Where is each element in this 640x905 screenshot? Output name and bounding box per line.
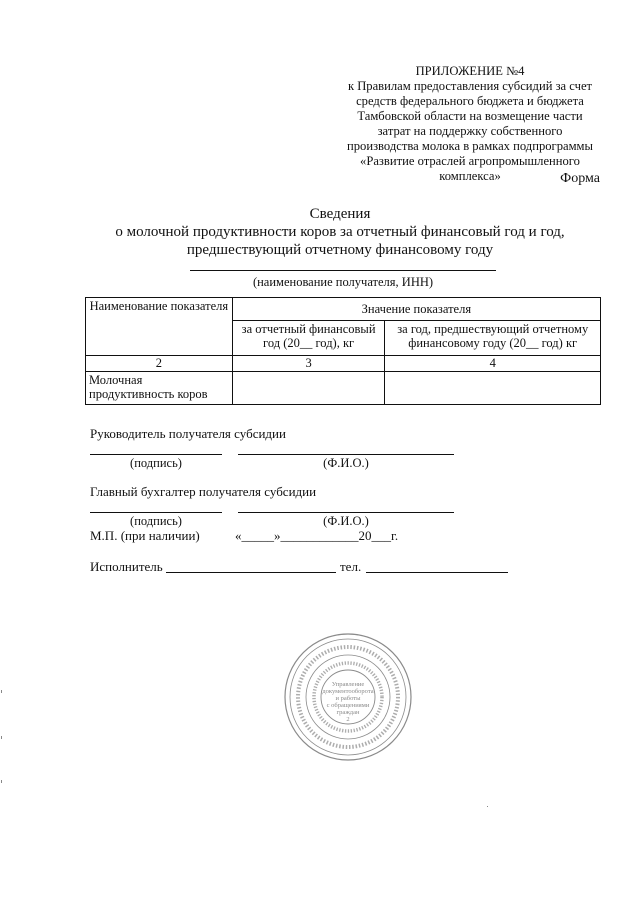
scan-speck	[487, 806, 488, 807]
accountant-signature-line[interactable]	[90, 512, 222, 513]
appendix-line: комплекса»	[439, 169, 501, 183]
recipient-caption: (наименование получателя, ИНН)	[252, 275, 434, 289]
executor-label: Исполнитель	[90, 559, 163, 574]
head-fio-line[interactable]	[238, 454, 454, 455]
appendix-header	[320, 64, 620, 184]
head-sign-caption: (подпись)	[130, 456, 182, 470]
document-subtitle-line1: о молочной продуктивности коров за отчетный финансовый год и год,	[115, 224, 565, 240]
head-signature-line[interactable]	[90, 454, 222, 455]
appendix-line: к Правилам предоставления субсидий за счет	[347, 79, 593, 93]
stamp-text: 2	[346, 716, 350, 723]
productivity-table	[85, 297, 601, 405]
stamp-text: документооборота	[322, 688, 374, 695]
stamp-text: и работы	[335, 695, 361, 702]
official-stamp	[283, 632, 413, 762]
form-label: Форма	[560, 171, 600, 186]
seal-label: М.П. (при наличии)	[90, 528, 200, 543]
scan-speck	[1, 780, 2, 783]
stamp-text: граждан	[336, 709, 360, 716]
accountant-fio-caption: (Ф.И.О.)	[323, 514, 369, 528]
stamp-text: с обращениями	[326, 702, 370, 709]
header-reporting-year: за отчетный финансовый год (20__ год), кг	[232, 321, 385, 356]
accountant-label: Главный бухгалтер получателя субсидии	[90, 484, 317, 499]
column-number: 2	[86, 356, 233, 372]
value-reporting-year[interactable]	[232, 372, 385, 405]
appendix-title: ПРИЛОЖЕНИЕ №4	[415, 64, 525, 78]
header-indicator-name: Наименование показателя	[86, 298, 233, 356]
document-subtitle-line2: предшествующий отчетному финансовому году	[186, 242, 494, 258]
header-previous-year: за год, предшествующий отчетному финансовому году (20__ год) кг	[385, 321, 601, 356]
scan-speck	[1, 690, 2, 693]
date-line[interactable]: «_____»____________20___г.	[235, 528, 399, 543]
accountant-fio-line[interactable]	[238, 512, 454, 513]
scan-speck	[1, 736, 2, 739]
phone-label: тел.	[340, 559, 362, 574]
column-number: 3	[232, 356, 385, 372]
header-indicator-value: Значение показателя	[232, 298, 600, 321]
accountant-sign-caption: (подпись)	[130, 514, 182, 528]
phone-line[interactable]	[366, 572, 508, 573]
appendix-line: средств федерального бюджета и бюджета	[356, 94, 584, 108]
appendix-line: производства молока в рамках подпрограммы	[347, 139, 593, 153]
column-number: 4	[385, 356, 601, 372]
stamp-text: Управление	[331, 681, 365, 688]
head-label: Руководитель получателя субсидии	[90, 426, 286, 441]
appendix-line: «Развитие отраслей агропромышленного	[360, 154, 580, 168]
row-label-milk-productivity: Молочная продуктивность коров	[86, 372, 233, 405]
head-fio-caption: (Ф.И.О.)	[323, 456, 369, 470]
value-previous-year[interactable]	[385, 372, 601, 405]
appendix-line: затрат на поддержку собственного	[377, 124, 563, 138]
document-title: Сведения	[309, 206, 371, 222]
executor-line[interactable]	[166, 572, 336, 573]
recipient-line	[190, 270, 496, 271]
appendix-line: Тамбовской области на возмещение части	[357, 109, 583, 123]
